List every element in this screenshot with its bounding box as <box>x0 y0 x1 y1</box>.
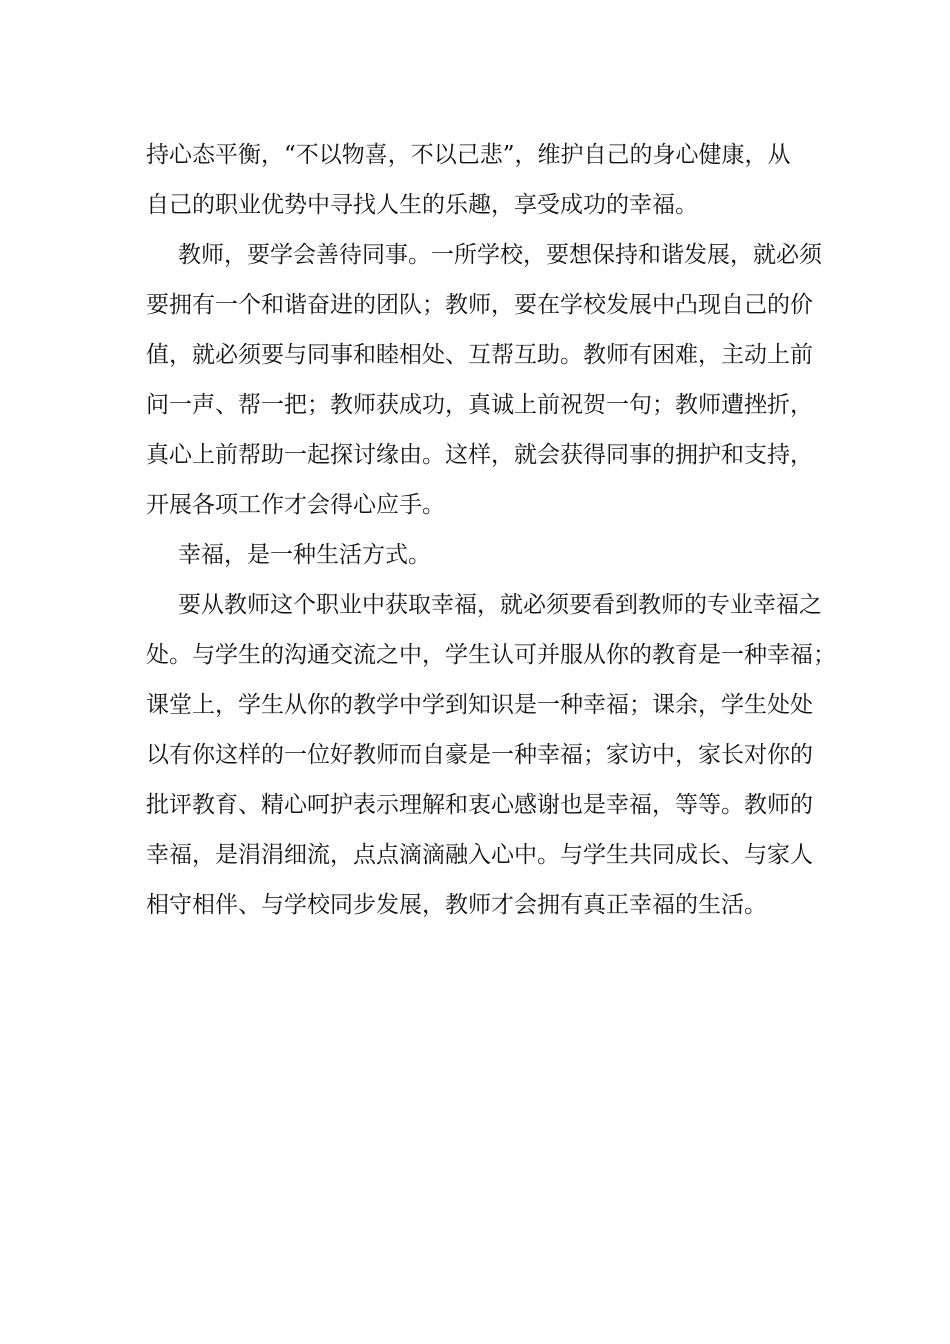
paragraph-start-line: 教师，要学会善待同事。一所学校，要想保持和谐发展，就必须 <box>178 242 822 268</box>
text-line: 幸福，是涓涓细流，点点滴滴融入心中。与学生共同成长、与家人 <box>146 842 813 868</box>
text-line: 批评教育、精心呵护表示理解和衷心感谢也是幸福，等等。教师的 <box>146 792 813 818</box>
text-line: 要拥有一个和谐奋进的团队；教师，要在学校发展中凸现自己的价 <box>146 292 813 318</box>
text-line: 自己的职业优势中寻找人生的乐趣，享受成功的幸福。 <box>146 192 698 218</box>
text-line: 问一声、帮一把；教师获成功，真诚上前祝贺一句；教师遭挫折， <box>146 392 813 418</box>
text-line: 处。与学生的沟通交流之中，学生认可并服从你的教育是一种幸福； <box>146 642 836 668</box>
text-line: 真心上前帮助一起探讨缘由。这样，就会获得同事的拥护和支持， <box>146 442 813 468</box>
paragraph-start-line: 幸福，是一种生活方式。 <box>178 542 431 568</box>
body-text <box>146 130 836 930</box>
text-line: 值，就必须要与同事和睦相处、互帮互助。教师有困难，主动上前 <box>146 342 813 368</box>
paragraph-start-line: 要从教师这个职业中获取幸福，就必须要看到教师的专业幸福之 <box>178 592 822 618</box>
text-line: 相守相伴、与学校同步发展，教师才会拥有真正幸福的生活。 <box>146 892 767 918</box>
text-line: 持心态平衡，“不以物喜，不以己悲”，维护自己的身心健康，从 <box>146 142 791 168</box>
text-line: 课堂上，学生从你的教学中学到知识是一种幸福；课余，学生处处 <box>146 692 813 718</box>
text-line: 开展各项工作才会得心应手。 <box>146 492 445 518</box>
text-line: 以有你这样的一位好教师而自豪是一种幸福；家访中，家长对你的 <box>146 742 813 768</box>
